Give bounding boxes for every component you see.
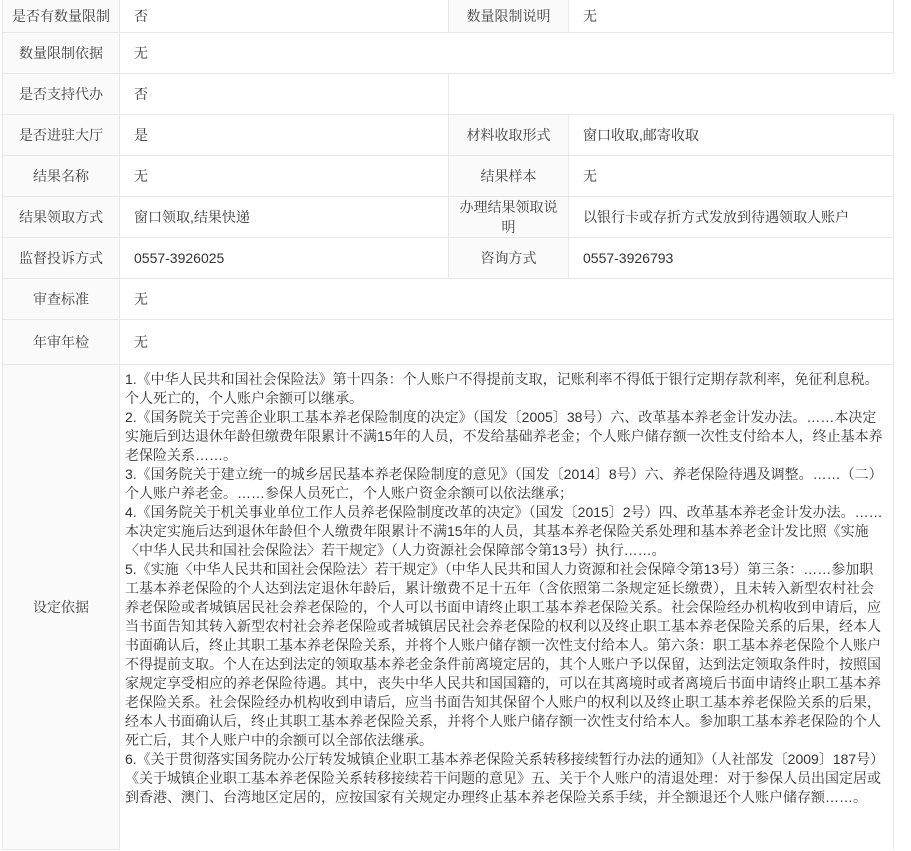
setting-basis-item-2: 2.《国务院关于完善企业职工基本养老保险制度的决定》（国发〔2005〕38号）六、改革基本养老金计发办法。……本决定实施后到达退休年龄但缴费年限累计不满15年的人员，不发给基础养老金；个人账户储存额一次性支付给本人，终止基本养老保险关系……。 [125,409,883,463]
row-label-agent-support: 是否支持代办 [3,74,120,115]
row-label-result-collection-description: 办理结果领取说明 [449,197,569,238]
row-value-annual-inspection: 无 [120,320,894,365]
setting-basis-item-1: 1.《中华人民共和国社会保险法》第十四条：个人账户不得提前支取，记账利率不得低于银行定期存款利率，免征利息税。个人死亡的，个人账户余额可以继承。 [125,371,879,406]
row-label-quantity-limit: 是否有数量限制 [3,0,120,33]
setting-basis-item-5: 5.《实施〈中华人民共和国社会保险法〉若干规定》（中华人民共和国人力资源和社会保障令第13号）第三条：……参加职工基本养老保险的个人达到法定退休年龄后，累计缴费不足十五年（含依照第二条规定延长缴费），且未转入新型农村社会养老保险或者城镇居民社会养老保险的，个人可以书面申请终止职工基本养老保险关系。社会保险经办机构收到申请后，应当书面告知其转入新型农村社会养老保险或者城镇居民社会养老保险的权利以及终止职工基本养老保险关系的后果，经本人书面确认后，终止其职工基本养老保险关系，并将个人账户储存额一次性支付给本人。第六条：职工基本养老保险个人账户不得提前支取。个人在达到法定的领取基本养老金条件前离境定居的，其个人账户予以保留，达到法定领取条件时，按照国家规定享受相应的养老保险待遇。其中，丧失中华人民共和国国籍的，可以在其离境时或者离境后书面申请终止职工基本养老保险关系。社会保险经办机构收到申请后，应当书面告知其保留个人账户的权利以及终止职工基本养老保险关系的后果，经本人书面确认后，终止其职工基本养老保险关系，并将个人账户储存额一次性支付给本人。参加职工基本养老保险的个人死亡后，其个人账户中的余额可以全部依法继承。 [125,561,881,748]
row-label-consultation-method: 咨询方式 [449,238,569,279]
table-row [3,279,894,320]
service-info-table [2,0,894,850]
table-row [3,115,894,156]
row-value-quantity-limit-basis: 无 [120,33,894,74]
table-row [3,0,894,33]
table-row [3,156,894,197]
table-row-setting-basis [3,365,894,850]
row-value-result-name: 无 [120,156,449,197]
row-value-review-standard: 无 [120,279,894,320]
setting-basis-item-3: 3.《国务院关于建立统一的城乡居民基本养老保险制度的意见》（国发〔2014〕8号）六、养老保险待遇及调整。……（二）个人账户养老金。……参保人员死亡，个人账户资金余额可以依法继承； [125,466,883,501]
row-value-agent-support: 否 [120,74,449,115]
row-label-result-collection-method: 结果领取方式 [3,197,120,238]
row-value-setting-basis [120,365,894,850]
row-label-setting-basis: 设定依据 [3,365,120,850]
table-row [3,33,894,74]
row-value-result-collection-method: 窗口领取,结果快递 [120,197,449,238]
row-value-consultation-phone: 0557-3926793 [569,238,894,279]
table-row [3,238,894,279]
row-label-in-service-hall: 是否进驻大厅 [3,115,120,156]
table-row [3,74,894,115]
row-label-result-sample: 结果样本 [449,156,569,197]
row-value-supervision-complaint-phone: 0557-3926025 [120,238,449,279]
row-label-result-name: 结果名称 [3,156,120,197]
row-label-review-standard: 审查标准 [3,279,120,320]
row-label-quantity-limit-basis: 数量限制依据 [3,33,120,74]
row-value-in-service-hall: 是 [120,115,449,156]
row-value-result-collection-description: 以银行卡或存折方式发放到待遇领取人账户 [569,197,894,238]
row-label-quantity-limit-description: 数量限制说明 [449,0,569,33]
table-row [3,320,894,365]
row-value-result-sample: 无 [569,156,894,197]
row-value-quantity-limit-description: 无 [569,0,894,33]
setting-basis-item-4: 4.《国务院关于机关事业单位工作人员养老保险制度改革的决定》（国发〔2015〕2号）四、改革基本养老金计发办法。……本决定实施后达到退休年龄但个人缴费年限累计不满15年的人员，其基本养老保险关系处理和基本养老金计发比照《实施〈中华人民共和国社会保险法〉若干规定》（人力资源社会保障部令第13号）执行……。 [125,504,883,558]
row-label-annual-inspection: 年审年检 [3,320,120,365]
row-label-material-collection-form: 材料收取形式 [449,115,569,156]
row-value-quantity-limit: 否 [120,0,449,33]
row-empty-area [449,74,894,115]
table-row [3,197,894,238]
row-label-supervision-complaint-method: 监督投诉方式 [3,238,120,279]
row-value-material-collection-form: 窗口收取,邮寄收取 [569,115,894,156]
setting-basis-item-6: 6.《关于贯彻落实国务院办公厅转发城镇企业职工基本养老保险关系转移接续暂行办法的通知》（人社部发〔2009〕187号）《关于城镇企业职工基本养老保险关系转移接续若干问题的意见》五、关于个人账户的清退处理：对于参保人员出国定居或到香港、澳门、台湾地区定居的，应按国家有关规定办理终止基本养老保险关系手续，并全额退还个人账户储存额……。 [125,751,885,805]
